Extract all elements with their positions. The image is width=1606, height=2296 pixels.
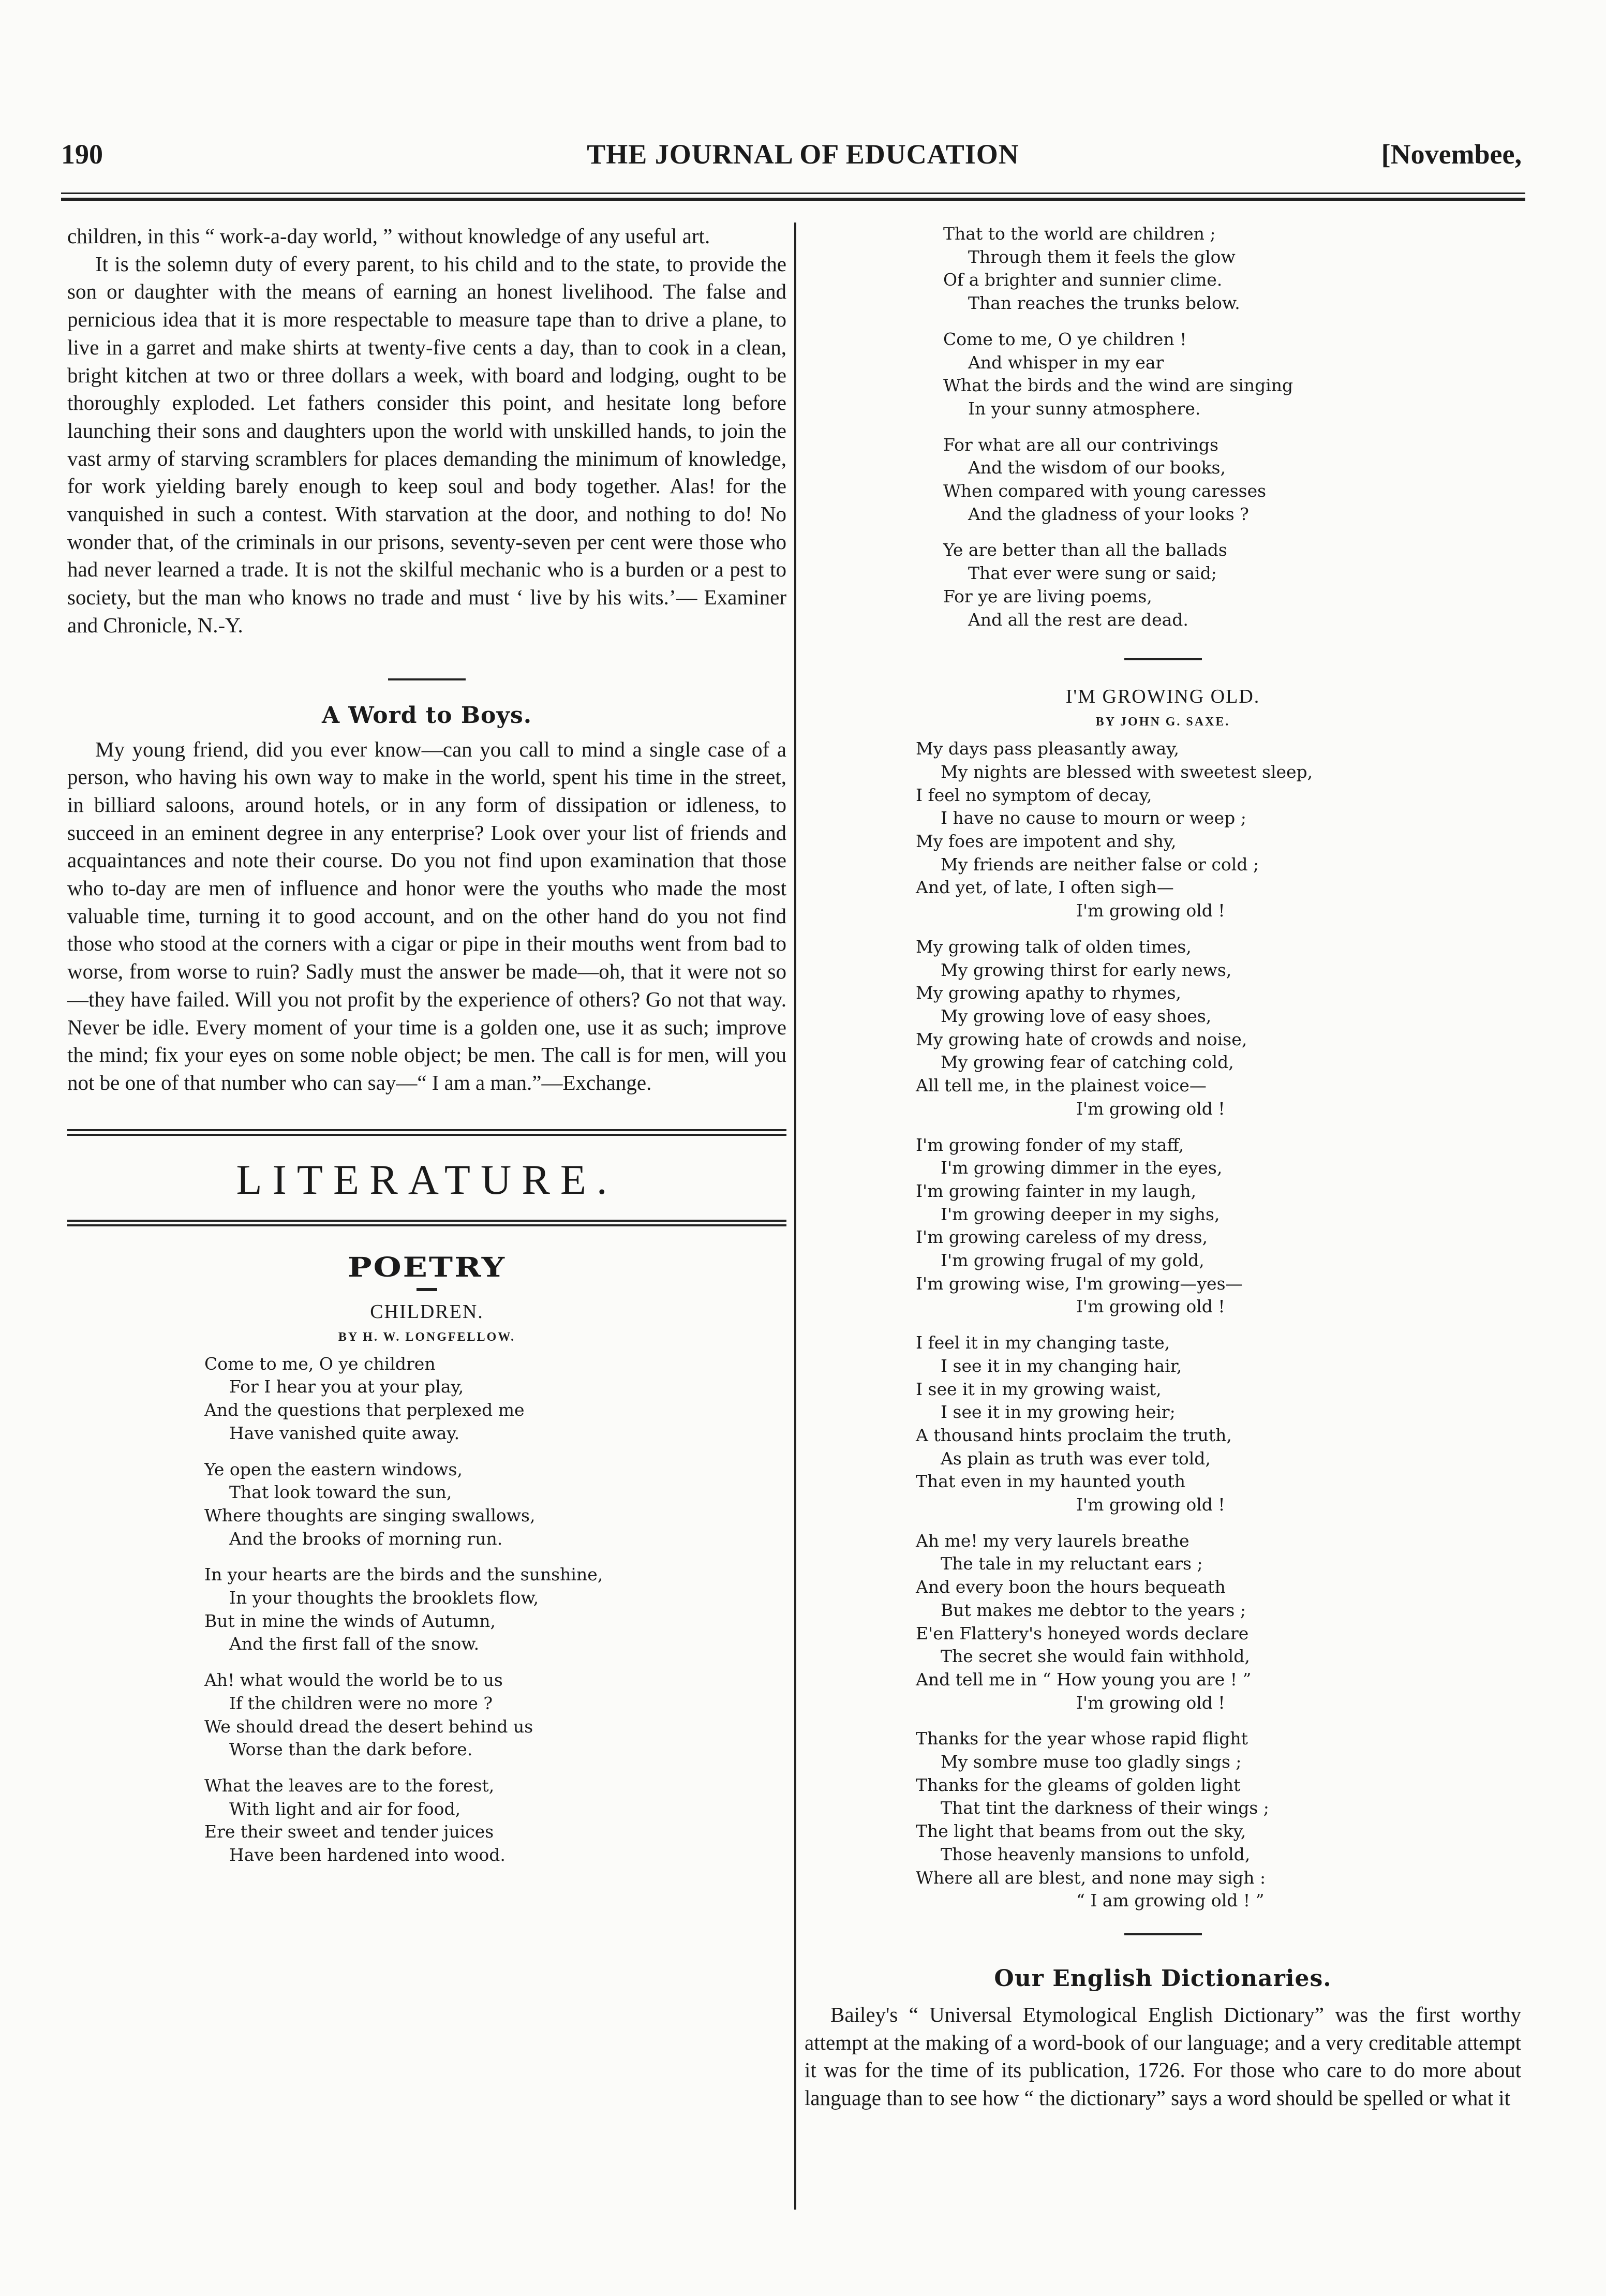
poem-line: For ye are living poems, (943, 586, 1152, 606)
poem-line: Worse than the dark before. (229, 1739, 473, 1760)
poem-line: Through them it feels the glow (968, 246, 1236, 267)
poem-line: E'en Flattery's honeyed words declare (916, 1623, 1249, 1643)
poem-line: Ere their sweet and tender juices (204, 1821, 494, 1842)
article-paragraph: children, in this “ work-a-day world, ” without knowledge of any useful art. (67, 224, 710, 248)
poem-line: And the first fall of the snow. (229, 1634, 480, 1654)
poem-line: The secret she would fain withhold, (941, 1646, 1250, 1667)
poem-line: What the birds and the wind are singing (943, 375, 1293, 396)
stanza (916, 737, 1521, 923)
stanza (916, 1331, 1521, 1517)
poem-line: I'm growing fainter in my laugh, (916, 1180, 1197, 1201)
poem-line: My days pass pleasantly away, (916, 738, 1179, 759)
poem-line: Ah me! my very laurels breathe (916, 1530, 1189, 1551)
growing-old-title: I'M GROWING OLD. (1065, 686, 1260, 708)
literature-heading: LITERATURE. (236, 1156, 618, 1203)
poem-line: My growing love of easy shoes, (941, 1005, 1212, 1026)
poem-line: As plain as truth was ever told, (941, 1448, 1211, 1469)
poem-line: I feel no symptom of decay, (916, 784, 1152, 805)
poem-line: In your thoughts the brooklets flow, (229, 1588, 539, 1608)
stanza (916, 936, 1521, 1121)
poem-line: Where thoughts are singing swallows, (204, 1505, 536, 1525)
stanza (916, 1727, 1521, 1913)
poem-line: I'm growing fonder of my staff, (916, 1134, 1184, 1155)
poem-line: Than reaches the trunks below. (968, 293, 1240, 314)
poem-line: I'm growing old ! (1076, 1494, 1225, 1515)
poem-line: Ah! what would the world be to us (204, 1670, 503, 1691)
growing-old-poem (805, 737, 1521, 1913)
poem-line: What the leaves are to the forest, (204, 1775, 495, 1796)
poem-line: Ye are better than all the ballads (943, 540, 1227, 560)
poem-line: And the brooks of morning run. (229, 1528, 503, 1549)
children-poem (67, 1353, 786, 1867)
poem-line: I'm growing deeper in my sighs, (941, 1204, 1220, 1224)
poem-line: All tell me, in the plainest voice— (916, 1075, 1207, 1096)
poem-line: Thanks for the year whose rapid flight (916, 1728, 1248, 1749)
poetry-heading: POETRY (348, 1251, 506, 1283)
poem-line: And yet, of late, I often sigh— (916, 877, 1174, 898)
word-to-boys-heading: A Word to Boys. (321, 702, 532, 729)
stanza (204, 1669, 786, 1761)
month-label: [Novembee, (1381, 139, 1522, 170)
poem-line: And every boon the hours bequeath (916, 1577, 1226, 1597)
poem-line: I'm growing dimmer in the eyes, (941, 1158, 1223, 1178)
journal-title: THE JOURNAL OF EDUCATION (587, 139, 1019, 170)
poem-line: I feel it in my changing taste, (916, 1332, 1170, 1353)
right-column (805, 223, 1521, 2112)
poem-line: My growing thirst for early news, (941, 959, 1232, 980)
poem-line: I'm growing careless of my dress, (916, 1227, 1208, 1248)
poem-line: The tale in my reluctant ears ; (941, 1553, 1203, 1574)
poem-line: I'm growing frugal of my gold, (941, 1250, 1205, 1271)
poem-line: But makes me debtor to the years ; (941, 1599, 1246, 1620)
poem-line: I'm growing old ! (1076, 1098, 1225, 1119)
poem-line: That look toward the sun, (229, 1482, 452, 1503)
poem-line: “ I am growing old ! ” (1076, 1890, 1265, 1911)
stanza (204, 1353, 786, 1445)
poem-line: For I hear you at your play, (229, 1376, 464, 1397)
poem-line: My growing fear of catching cold, (941, 1052, 1234, 1073)
poem-line: Have been hardened into wood. (229, 1845, 505, 1865)
poem-line: And the questions that perplexed me (204, 1400, 525, 1420)
article-paragraph: It is the solemn duty of every parent, to his child and to the state, to provide the son or daughter with the means of earning an honest livelihood. The false and pernicious idea that it is more respectable to measure tape than to drive a plane, to live in a garret and make shirts at twenty-five cents a day, than to cook in a clean, bright kitchen at two or three dollars a week, with board and lodging, ought to be thoroughly exploded. Let fathers consider this point, and hesitate long before launching their sons and daughters upon the world with unskilled hands, to join the vast army of starving scramblers for places demanding the minimum of knowledge, for work yielding barely enough to keep soul and body together. Alas! for the vanquished in such a contest. With starvation at the door, and nothing to do! No wonder that, of the criminals in our prisons, seventy-seven per cent were those who had never learned a trade. It is not the skilful mechanic who is a burden or a pest to society, but the man who knows no trade and must ‘ live by his wits.’— Examiner and Chronicle, N.-Y. (67, 251, 786, 637)
poem-line: My nights are blessed with sweetest sleep, (941, 761, 1313, 782)
poem-line: But in mine the winds of Autumn, (204, 1610, 496, 1631)
poem-line: And the gladness of your looks ? (968, 503, 1249, 524)
literature-rule-top (67, 1129, 786, 1136)
poem-line: I see it in my changing hair, (941, 1355, 1182, 1376)
dictionaries-heading: Our English Dictionaries. (994, 1965, 1332, 1992)
poem-line: Have vanished quite away. (229, 1423, 460, 1443)
stanza (916, 1134, 1521, 1319)
poem-line: And whisper in my ear (968, 352, 1164, 373)
left-column (67, 223, 786, 1880)
section-divider (1124, 658, 1202, 660)
poem-line: I'm growing old ! (1076, 1692, 1225, 1713)
poem-line: My growing hate of crowds and noise, (916, 1029, 1247, 1049)
poem-line: That to the world are children ; (943, 224, 1216, 244)
children-poem-continued (805, 223, 1521, 631)
poem-line: Those heavenly mansions to unfold, (941, 1844, 1251, 1864)
poem-line: My friends are neither false or cold ; (941, 854, 1259, 875)
poem-line: I'm growing old ! (1076, 900, 1225, 921)
poem-line: That tint the darkness of their wings ; (941, 1798, 1269, 1818)
word-to-boys-text: My young friend, did you ever know—can you call to mind a single case of a person, who having his own way to make in the world, spent his time in the street, in billiard saloons, around hotels, or in any form of dissipation or idleness, to succeed in an eminent degree in any enterprise? Look over your list of friends and acquaintances and note their course. Do you not find upon examination that those who to-day are men of influence and honor were the youths who made the most valuable time, turning it to good account, and on the other hand do you not find those who stood at the corners with a cigar or pipe in their mouths went from bad to worse, from worse to ruin? Sadly must the answer be made—oh, that it were not so—they have failed. Will you not profit by the experience of others? Go not that way. Never be idle. Every moment of your time is a golden one, use it as such; improve the mind; fix your eyes on some noble object; be men. The call is for men, will you not be one of that number who can say—“ I am a man.”—Exchange. (67, 737, 786, 1094)
poem-line: And tell me in “ How young you are ! ” (916, 1669, 1252, 1690)
poem-line: My sombre muse too gladly sings ; (941, 1752, 1242, 1772)
poem-line: My growing apathy to rhymes, (916, 983, 1182, 1003)
poem-line: My growing talk of olden times, (916, 936, 1192, 957)
section-divider (1124, 1933, 1202, 1935)
poem-line: Come to me, O ye children ! (943, 329, 1187, 349)
poem-line: That even in my haunted youth (916, 1471, 1185, 1492)
poem-line: In your hearts are the birds and the sunshine, (204, 1564, 603, 1585)
children-poem-byline: BY H. W. LONGFELLOW. (338, 1330, 516, 1344)
poem-line: In your sunny atmosphere. (968, 398, 1201, 419)
literature-rule-bottom (67, 1220, 786, 1226)
growing-old-byline: BY JOHN G. SAXE. (1095, 715, 1230, 729)
stanza (943, 539, 1521, 631)
header-rule-thick (61, 198, 1525, 201)
poem-line: We should dread the desert behind us (204, 1716, 533, 1737)
poem-line: And all the rest are dead. (968, 609, 1188, 630)
poem-line: I have no cause to mourn or weep ; (941, 808, 1246, 828)
stanza (204, 1774, 786, 1867)
poem-line: A thousand hints proclaim the truth, (916, 1425, 1232, 1445)
poem-line: Thanks for the gleams of golden light (916, 1774, 1241, 1795)
poem-line: For what are all our contrivings (943, 434, 1218, 455)
column-divider (794, 223, 796, 2210)
poem-line: Ye open the eastern windows, (204, 1459, 463, 1479)
poem-line: With light and air for food, (229, 1798, 461, 1819)
header-rule-thin (61, 192, 1525, 194)
poetry-dash (417, 1288, 437, 1291)
children-poem-title: CHILDREN. (370, 1300, 484, 1323)
stanza (204, 1458, 786, 1551)
stanza (943, 328, 1521, 421)
section-divider (388, 678, 466, 680)
examiner-article (67, 223, 786, 640)
poem-line: Where all are blest, and none may sigh : (916, 1867, 1266, 1888)
poem-line: My foes are impotent and shy, (916, 831, 1177, 852)
page-number: 190 (61, 139, 103, 170)
poem-line: If the children were no more ? (229, 1693, 493, 1713)
dictionaries-text: Bailey's “ Universal Etymological English Dictionary” was the first worthy attempt at the making of a word-book of our language; and a very creditable attempt it was for the time of its publication, 1726. For those who care to do more about language than to see how “ the dictionary” says a word should be spelled or what it (805, 2003, 1521, 2110)
stanza (943, 223, 1521, 315)
poem-line: I see it in my growing waist, (916, 1379, 1162, 1399)
stanza (916, 1530, 1521, 1715)
stanza (943, 434, 1521, 526)
poem-line: Of a brighter and sunnier clime. (943, 270, 1223, 290)
poem-line: I see it in my growing heir; (941, 1402, 1176, 1423)
poem-line: I'm growing old ! (1076, 1296, 1225, 1317)
poem-line: And the wisdom of our books, (968, 457, 1226, 478)
poem-line: That ever were sung or said; (968, 563, 1217, 584)
poem-line: I'm growing wise, I'm growing—yes— (916, 1273, 1243, 1294)
poem-line: The light that beams from out the sky, (916, 1821, 1246, 1842)
poem-line: When compared with young caresses (943, 481, 1267, 501)
poem-line: Come to me, O ye children (204, 1353, 436, 1374)
stanza (204, 1563, 786, 1656)
